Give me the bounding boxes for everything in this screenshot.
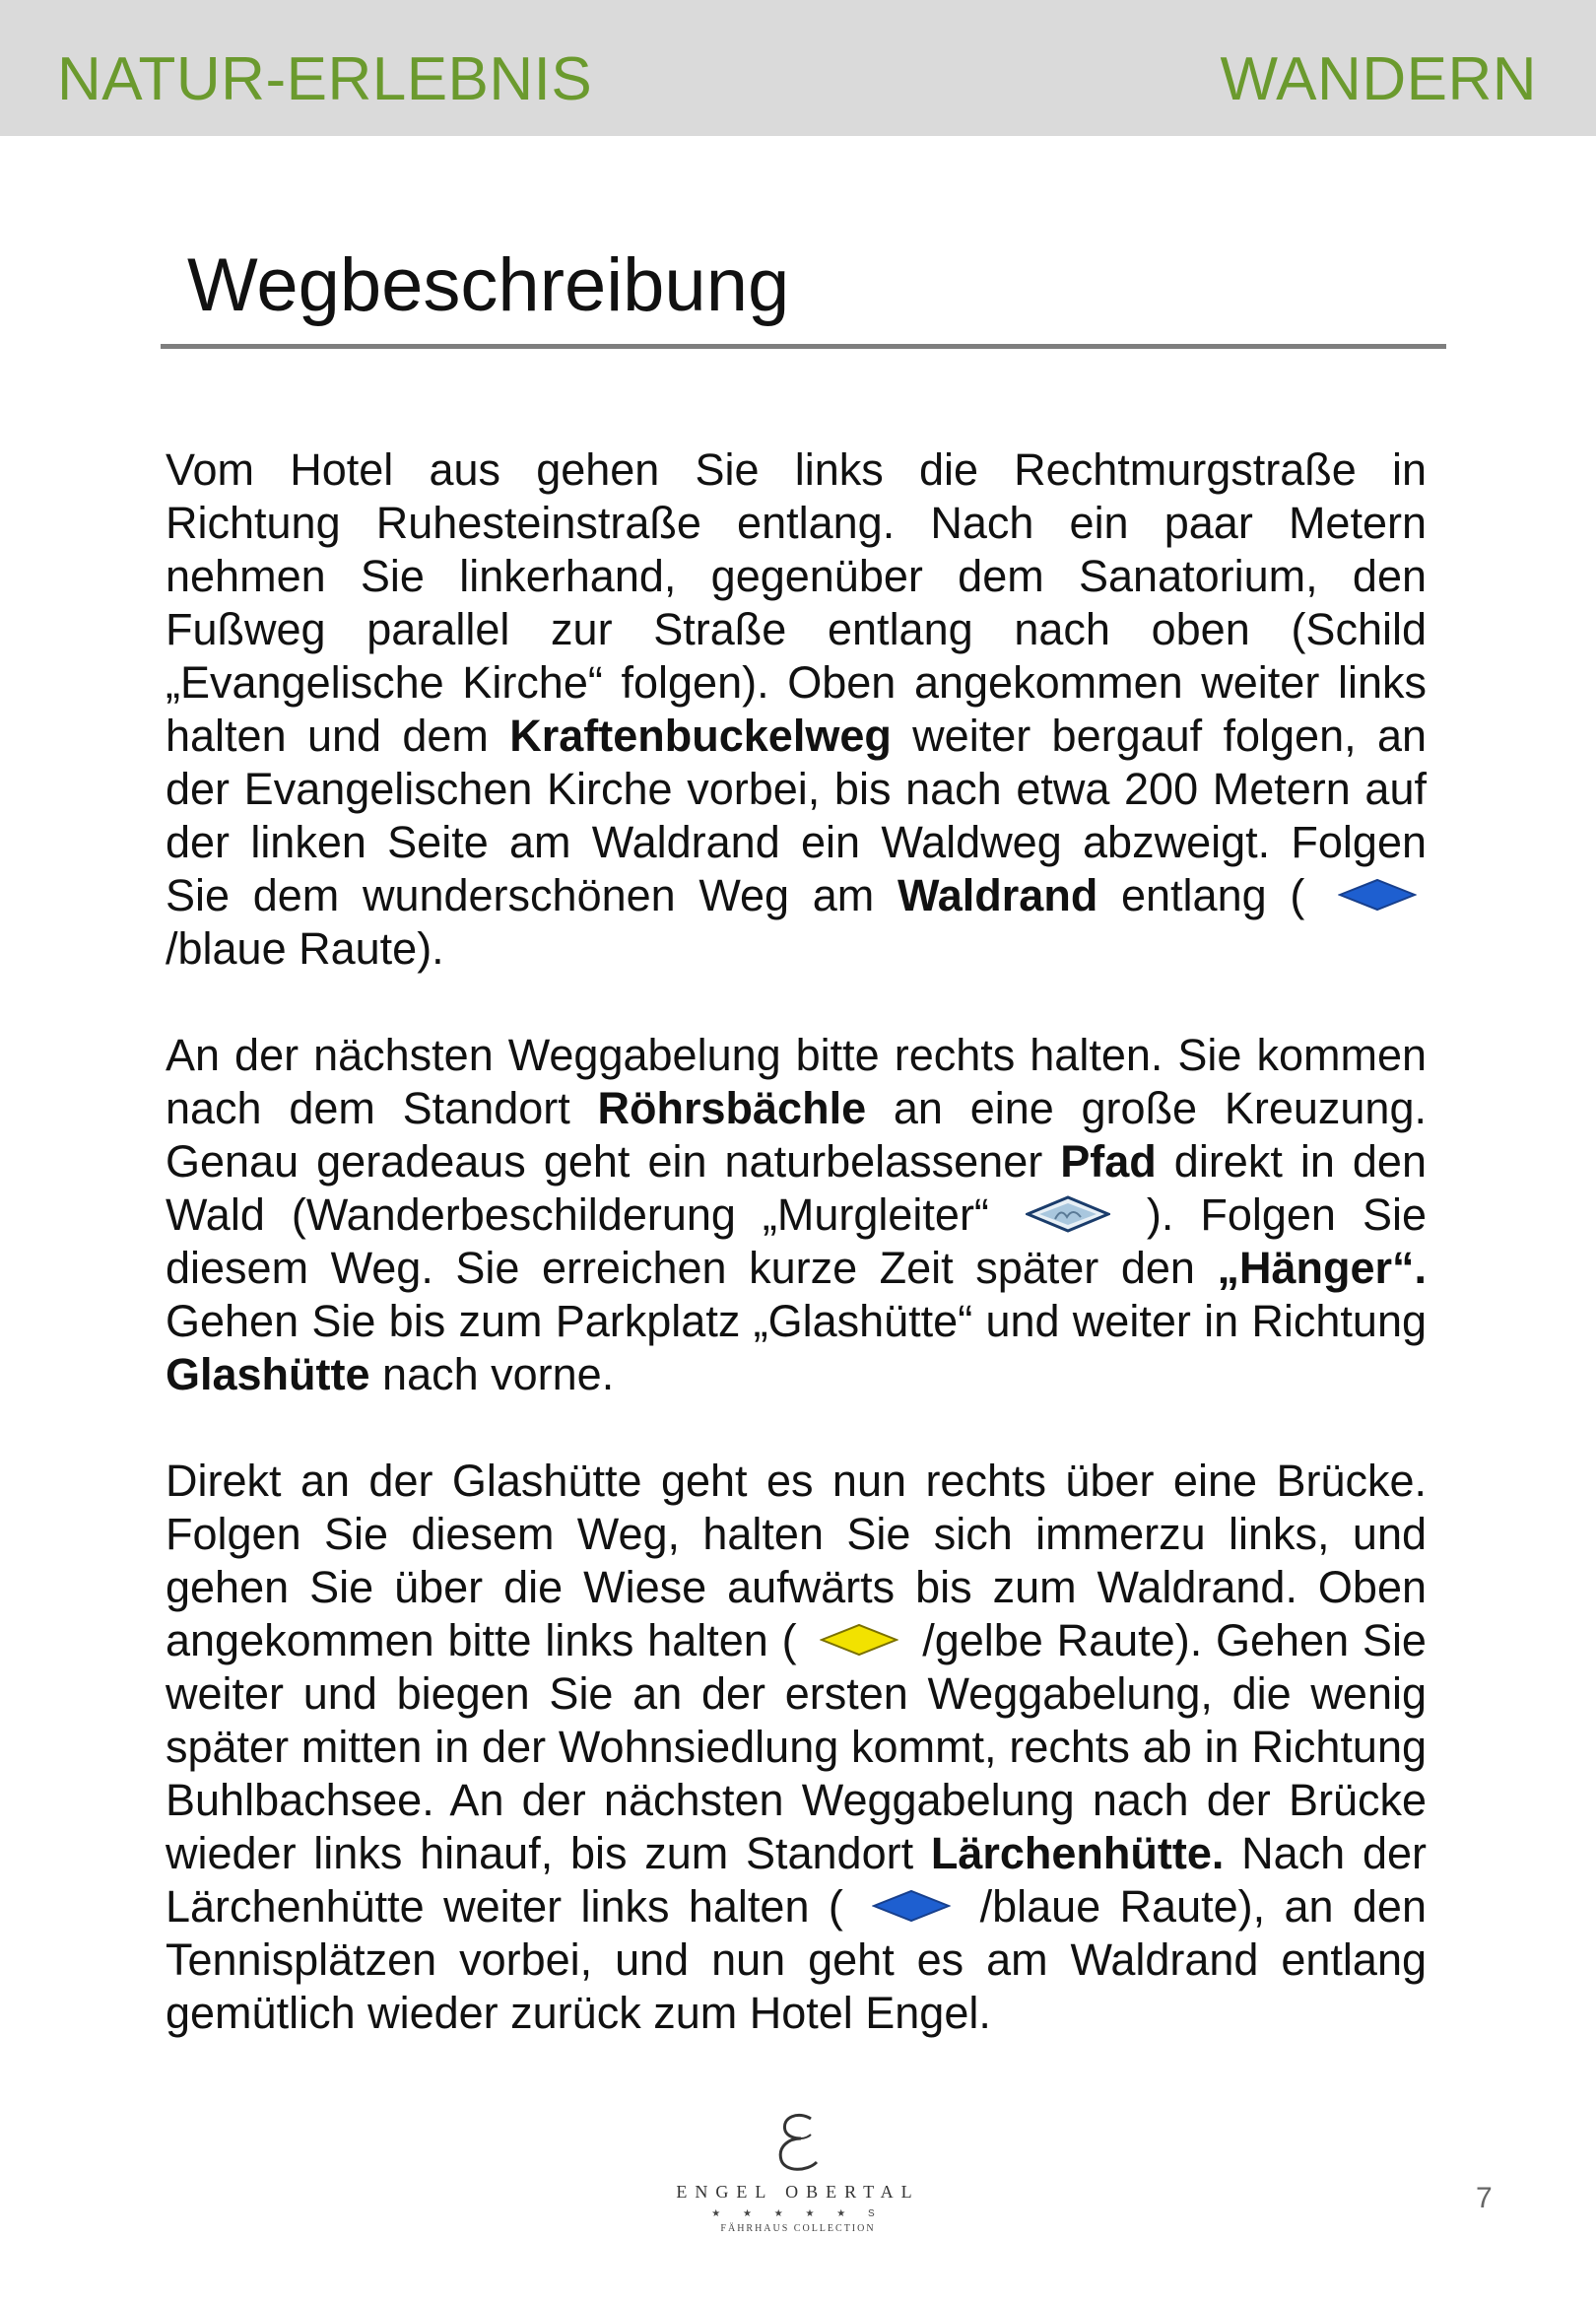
text: an eine große Kreuzung. Genau geradeaus geht ein naturbelassener (166, 1083, 1427, 1187)
place-name: Kraftenbuckelweg (509, 711, 892, 761)
text: Direkt an der Glashütte geht es nun rechts über eine Brücke. Folgen Sie diesem Weg, halten Sie sich immerzu links, und gehen Sie über die Wiese aufwärts bis zum Waldrand. Oben angekommen bitte links halten ( (166, 1456, 1427, 1665)
text: /blaue Raute). (166, 923, 444, 974)
text: weiter bergauf folgen, an der Evangelischen Kirche vorbei, bis nach etwa 200 Metern auf der linken Seite am Waldrand ein Waldweg abzweigt. Folgen Sie dem wunderschönen Weg am (166, 711, 1427, 920)
place-name: Pfad (1060, 1136, 1157, 1187)
paragraph-2 (166, 1029, 1427, 1401)
section-label: NATUR-ERLEBNIS (57, 45, 593, 113)
text: ). (1146, 1189, 1174, 1240)
text: Gehen Sie bis zum Parkplatz „Glashütte“ und weiter in Richtung (166, 1296, 1427, 1346)
text: An der nächsten Weggabelung bitte rechts halten. Sie kommen nach dem Standort (166, 1030, 1427, 1133)
place-name: Glashütte (166, 1349, 370, 1399)
page-number: 7 (1476, 2182, 1493, 2214)
paragraph-1 (166, 443, 1427, 976)
text: direkt in den Wald (Wanderbeschilderung „Murgleiter“ (166, 1136, 1427, 1240)
text: nach vorne. (369, 1349, 615, 1399)
yellow-diamond-icon (820, 1623, 898, 1657)
text: Vom Hotel aus gehen Sie links die Rechtmurgstraße in Richtung Ruhesteinstraße entlang. Nach ein paar Metern nehmen Sie linkerhand, gegenüber dem Sanatorium, den Fußweg parallel zur Straße entlang nach oben (Schild „Evangelische Kirche“ folgen). Oben angekommen weiter links halten und dem (166, 444, 1427, 761)
hotel-logo (650, 2109, 946, 2234)
route-description (166, 443, 1427, 2093)
blue-diamond-icon (1338, 878, 1417, 912)
header-band (0, 0, 1596, 136)
paragraph-3 (166, 1455, 1427, 2040)
place-name: „Hänger“. (1217, 1243, 1427, 1293)
logo-stars: ★ ★ ★ ★ ★ S (711, 2208, 885, 2219)
place-name: Waldrand (897, 870, 1098, 920)
page-title: Wegbeschreibung (187, 243, 790, 327)
logo-name: ENGEL OBERTAL (676, 2182, 920, 2202)
text: /blaue Raute), an den Tennisplätzen vorbei, und nun geht es am Waldrand entlang gemütlich wieder zurück zum Hotel Engel. (166, 1881, 1427, 2038)
text: /gelbe Raute). Gehen Sie weiter und biegen Sie an der ersten Weggabelung, die wenig später mitten in der Wohnsiedlung kommt, rechts ab in Richtung Buhlbachsee. An der nächsten Weggabelung nach der Brücke wieder links hinauf, bis zum Standort (166, 1615, 1427, 1878)
text: Folgen Sie diesem Weg. Sie erreichen kurze Zeit später den (166, 1189, 1427, 1293)
logo-e-monogram-icon (764, 2109, 832, 2178)
murgleiter-sign-icon (1026, 1195, 1110, 1233)
text: entlang ( (1097, 870, 1305, 920)
blue-diamond-icon (872, 1889, 951, 1923)
category-label: WANDERN (1220, 45, 1537, 113)
logo-subtitle: FÄHRHAUS COLLECTION (720, 2223, 876, 2234)
title-divider (161, 344, 1446, 349)
text: Nach der Lärchenhütte weiter links halten ( (166, 1828, 1427, 1932)
place-name: Röhrsbächle (597, 1083, 867, 1133)
place-name: Lärchenhütte. (930, 1828, 1225, 1878)
